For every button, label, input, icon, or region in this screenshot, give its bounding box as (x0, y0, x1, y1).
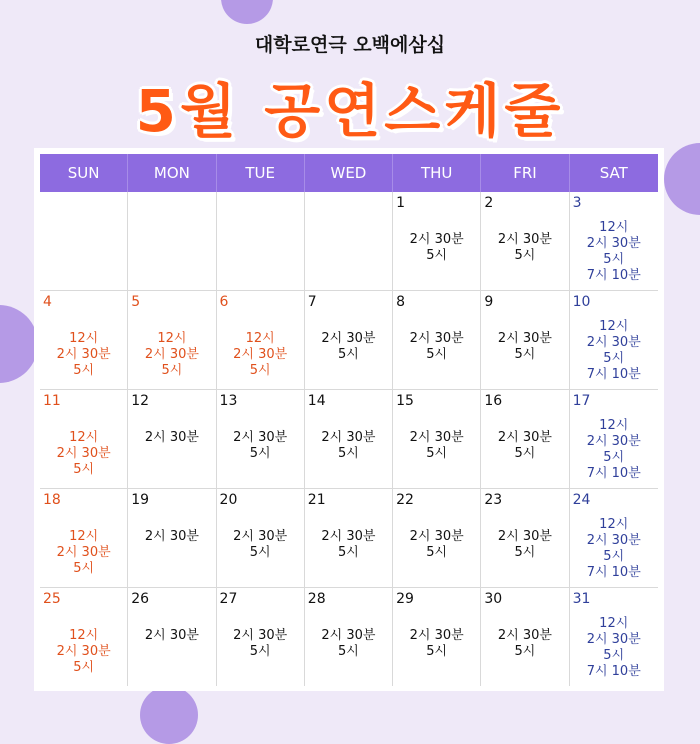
showtime: 2시 30분 (586, 632, 641, 647)
showtime: 2시 30분 (586, 434, 641, 449)
showtime: 12시 (599, 220, 629, 235)
showtime: 5시 (338, 446, 359, 461)
calendar-day (481, 390, 569, 488)
weekday-header (40, 154, 658, 192)
showtimes (481, 628, 568, 660)
showtime: 12시 (245, 331, 275, 346)
showtimes (570, 319, 658, 383)
calendar-day (40, 192, 128, 290)
decor-circle (0, 305, 38, 383)
calendar-week (40, 489, 658, 588)
calendar-day (128, 291, 216, 389)
showtimes (393, 331, 480, 363)
showtime: 2시 30분 (144, 430, 199, 445)
showtime: 7시 10분 (586, 466, 641, 481)
calendar-week (40, 588, 658, 686)
calendar-day (217, 489, 305, 587)
day-number: 29 (396, 591, 414, 607)
showtime: 2시 30분 (409, 529, 464, 544)
day-number: 6 (219, 294, 229, 310)
calendar-day (393, 390, 481, 488)
day-number: 12 (131, 393, 150, 409)
day-number: 9 (484, 294, 494, 310)
showtimes (128, 628, 215, 644)
showtime: 7시 10분 (586, 367, 641, 382)
calendar-weeks (40, 192, 658, 686)
calendar-day (570, 390, 658, 488)
showtime: 7시 10분 (586, 565, 641, 580)
showtime: 2시 30분 (56, 545, 111, 560)
day-number: 4 (43, 294, 52, 310)
calendar-day (305, 192, 393, 290)
day-number: 11 (43, 393, 61, 409)
calendar-day (570, 489, 658, 587)
showtime: 5시 (514, 446, 536, 461)
weekday-thu: THU (393, 154, 481, 192)
showtime: 12시 (69, 331, 99, 346)
day-number: 28 (307, 591, 326, 607)
calendar-day (217, 588, 305, 686)
calendar-day (128, 588, 216, 686)
showtime: 2시 30분 (586, 335, 641, 350)
showtimes (217, 529, 304, 561)
day-number: 10 (572, 294, 591, 310)
calendar-week (40, 390, 658, 489)
showtimes (40, 430, 127, 478)
showtimes (481, 232, 568, 264)
showtime: 2시 30분 (233, 628, 288, 643)
day-number: 27 (219, 591, 238, 607)
showtime: 12시 (69, 430, 99, 445)
showtime: 2시 30분 (497, 529, 552, 544)
day-number: 22 (396, 492, 414, 508)
day-number: 1 (396, 195, 405, 211)
showtime: 2시 30분 (56, 446, 111, 461)
weekday-tue: TUE (217, 154, 305, 192)
showtime: 7시 10분 (586, 268, 641, 283)
showtimes (481, 430, 568, 462)
calendar-day (217, 192, 305, 290)
showtime: 2시 30분 (56, 347, 111, 362)
calendar-day (40, 390, 128, 488)
showtime: 5시 (161, 363, 183, 378)
showtime: 2시 30분 (233, 347, 288, 362)
weekday-wed: WED (305, 154, 393, 192)
showtimes (393, 628, 480, 660)
showtime: 2시 30분 (144, 529, 199, 544)
showtime: 2시 30분 (497, 232, 552, 247)
showtime: 5시 (603, 450, 625, 465)
showtime: 2시 30분 (497, 331, 552, 346)
day-number: 18 (43, 492, 61, 508)
calendar-day (393, 291, 481, 389)
showtime: 5시 (249, 644, 271, 659)
calendar-day (40, 489, 128, 587)
calendar-day (481, 588, 569, 686)
weekday-sat: SAT (599, 164, 628, 182)
calendar-day (481, 192, 569, 290)
showtimes (481, 529, 568, 561)
page-title: 5월 공연스케줄 (135, 77, 565, 145)
day-number: 24 (572, 492, 591, 508)
calendar-day (570, 291, 658, 389)
showtimes (217, 430, 304, 462)
showtime: 12시 (599, 319, 629, 334)
calendar-day (305, 489, 393, 587)
showtime: 2시 30분 (497, 628, 552, 643)
showtimes (305, 628, 392, 660)
showtime: 2시 30분 (321, 529, 376, 544)
day-number: 30 (484, 591, 503, 607)
showtime: 5시 (338, 644, 359, 659)
showtimes (305, 331, 392, 363)
showtime: 12시 (599, 616, 629, 631)
showtime: 5시 (73, 660, 95, 675)
showtime: 2시 30분 (409, 430, 464, 445)
showtimes (393, 232, 480, 264)
calendar-day (393, 489, 481, 587)
showtimes (393, 430, 480, 462)
day-number: 20 (219, 492, 238, 508)
showtime: 2시 30분 (586, 533, 641, 548)
calendar-day (305, 588, 393, 686)
showtime: 5시 (249, 446, 271, 461)
showtimes (128, 430, 215, 446)
showtimes (481, 331, 568, 363)
showtime: 12시 (599, 418, 629, 433)
showtimes (570, 220, 658, 284)
showtime: 2시 30분 (321, 430, 376, 445)
showtime: 5시 (514, 248, 536, 263)
calendar-day (40, 291, 128, 389)
showtime: 5시 (426, 545, 448, 560)
showtimes (570, 616, 658, 680)
showtime: 5시 (514, 347, 536, 362)
showtime: 5시 (249, 545, 271, 560)
calendar (34, 148, 664, 691)
day-number: 14 (307, 393, 326, 409)
day-number: 7 (307, 294, 317, 310)
calendar-week (40, 192, 658, 291)
showtime: 2시 30분 (144, 347, 199, 362)
showtime: 5시 (73, 462, 95, 477)
showtime: 5시 (603, 549, 625, 564)
day-number: 16 (484, 393, 503, 409)
calendar-day (570, 192, 658, 290)
showtime: 2시 30분 (56, 644, 111, 659)
showtime: 2시 30분 (497, 430, 552, 445)
showtime: 5시 (426, 644, 448, 659)
day-number: 23 (484, 492, 503, 508)
day-number: 17 (572, 393, 591, 409)
showtimes (128, 331, 215, 379)
showtimes (393, 529, 480, 561)
showtimes (40, 529, 127, 577)
showtime: 5시 (426, 446, 448, 461)
showtime: 7시 10분 (586, 664, 641, 679)
showtimes (217, 628, 304, 660)
showtime: 5시 (603, 252, 625, 267)
showtime: 12시 (69, 529, 99, 544)
calendar-day (128, 192, 216, 290)
showtime: 2시 30분 (321, 628, 376, 643)
showtimes (40, 628, 127, 676)
showtime: 5시 (338, 545, 359, 560)
decor-circle (664, 143, 700, 215)
calendar-day (40, 588, 128, 686)
calendar-day (217, 390, 305, 488)
calendar-day (481, 489, 569, 587)
calendar-day (217, 291, 305, 389)
decor-circle (221, 0, 273, 24)
showtimes (570, 418, 658, 482)
showtime: 5시 (426, 347, 448, 362)
weekday-sun: SUN (40, 154, 128, 192)
showtime: 5시 (603, 351, 625, 366)
showtime: 5시 (73, 363, 95, 378)
showtime: 5시 (73, 561, 95, 576)
day-number: 15 (396, 393, 414, 409)
day-number: 25 (43, 591, 61, 607)
calendar-week (40, 291, 658, 390)
showtime: 5시 (249, 363, 271, 378)
showtime: 12시 (599, 517, 629, 532)
day-number: 31 (572, 591, 591, 607)
showtimes (128, 529, 215, 545)
showtime: 12시 (69, 628, 99, 643)
showtime: 2시 30분 (233, 430, 288, 445)
showtime: 5시 (514, 644, 536, 659)
day-number: 8 (396, 294, 405, 310)
showtime: 2시 30분 (321, 331, 376, 346)
showtimes (217, 331, 304, 379)
day-number: 26 (131, 591, 150, 607)
showtime: 5시 (426, 248, 448, 263)
calendar-day (570, 588, 658, 686)
showtimes (305, 430, 392, 462)
day-number: 19 (131, 492, 150, 508)
showtime: 2시 30분 (233, 529, 288, 544)
showtimes (305, 529, 392, 561)
showtime: 2시 30분 (586, 236, 641, 251)
calendar-day (481, 291, 569, 389)
day-number: 13 (219, 393, 238, 409)
showtime: 5시 (338, 347, 359, 362)
calendar-day (393, 192, 481, 290)
calendar-day (128, 489, 216, 587)
day-number: 21 (307, 492, 326, 508)
showtime: 2시 30분 (144, 628, 199, 643)
theater-name: 대학로연극 오백에삼십 (254, 34, 446, 56)
weekday-fri: FRI (481, 154, 569, 192)
showtime: 5시 (514, 545, 536, 560)
showtime: 12시 (157, 331, 187, 346)
calendar-day (305, 390, 393, 488)
showtime: 2시 30분 (409, 232, 464, 247)
showtime: 2시 30분 (409, 628, 464, 643)
showtime: 5시 (603, 648, 625, 663)
day-number: 5 (131, 294, 141, 310)
calendar-day (305, 291, 393, 389)
weekday-mon: MON (128, 154, 216, 192)
calendar-day (393, 588, 481, 686)
decor-circle (140, 686, 198, 744)
showtimes (570, 517, 658, 581)
day-number: 3 (572, 195, 582, 211)
calendar-day (128, 390, 216, 488)
day-number: 2 (484, 195, 494, 211)
showtime: 2시 30분 (409, 331, 464, 346)
showtimes (40, 331, 127, 379)
